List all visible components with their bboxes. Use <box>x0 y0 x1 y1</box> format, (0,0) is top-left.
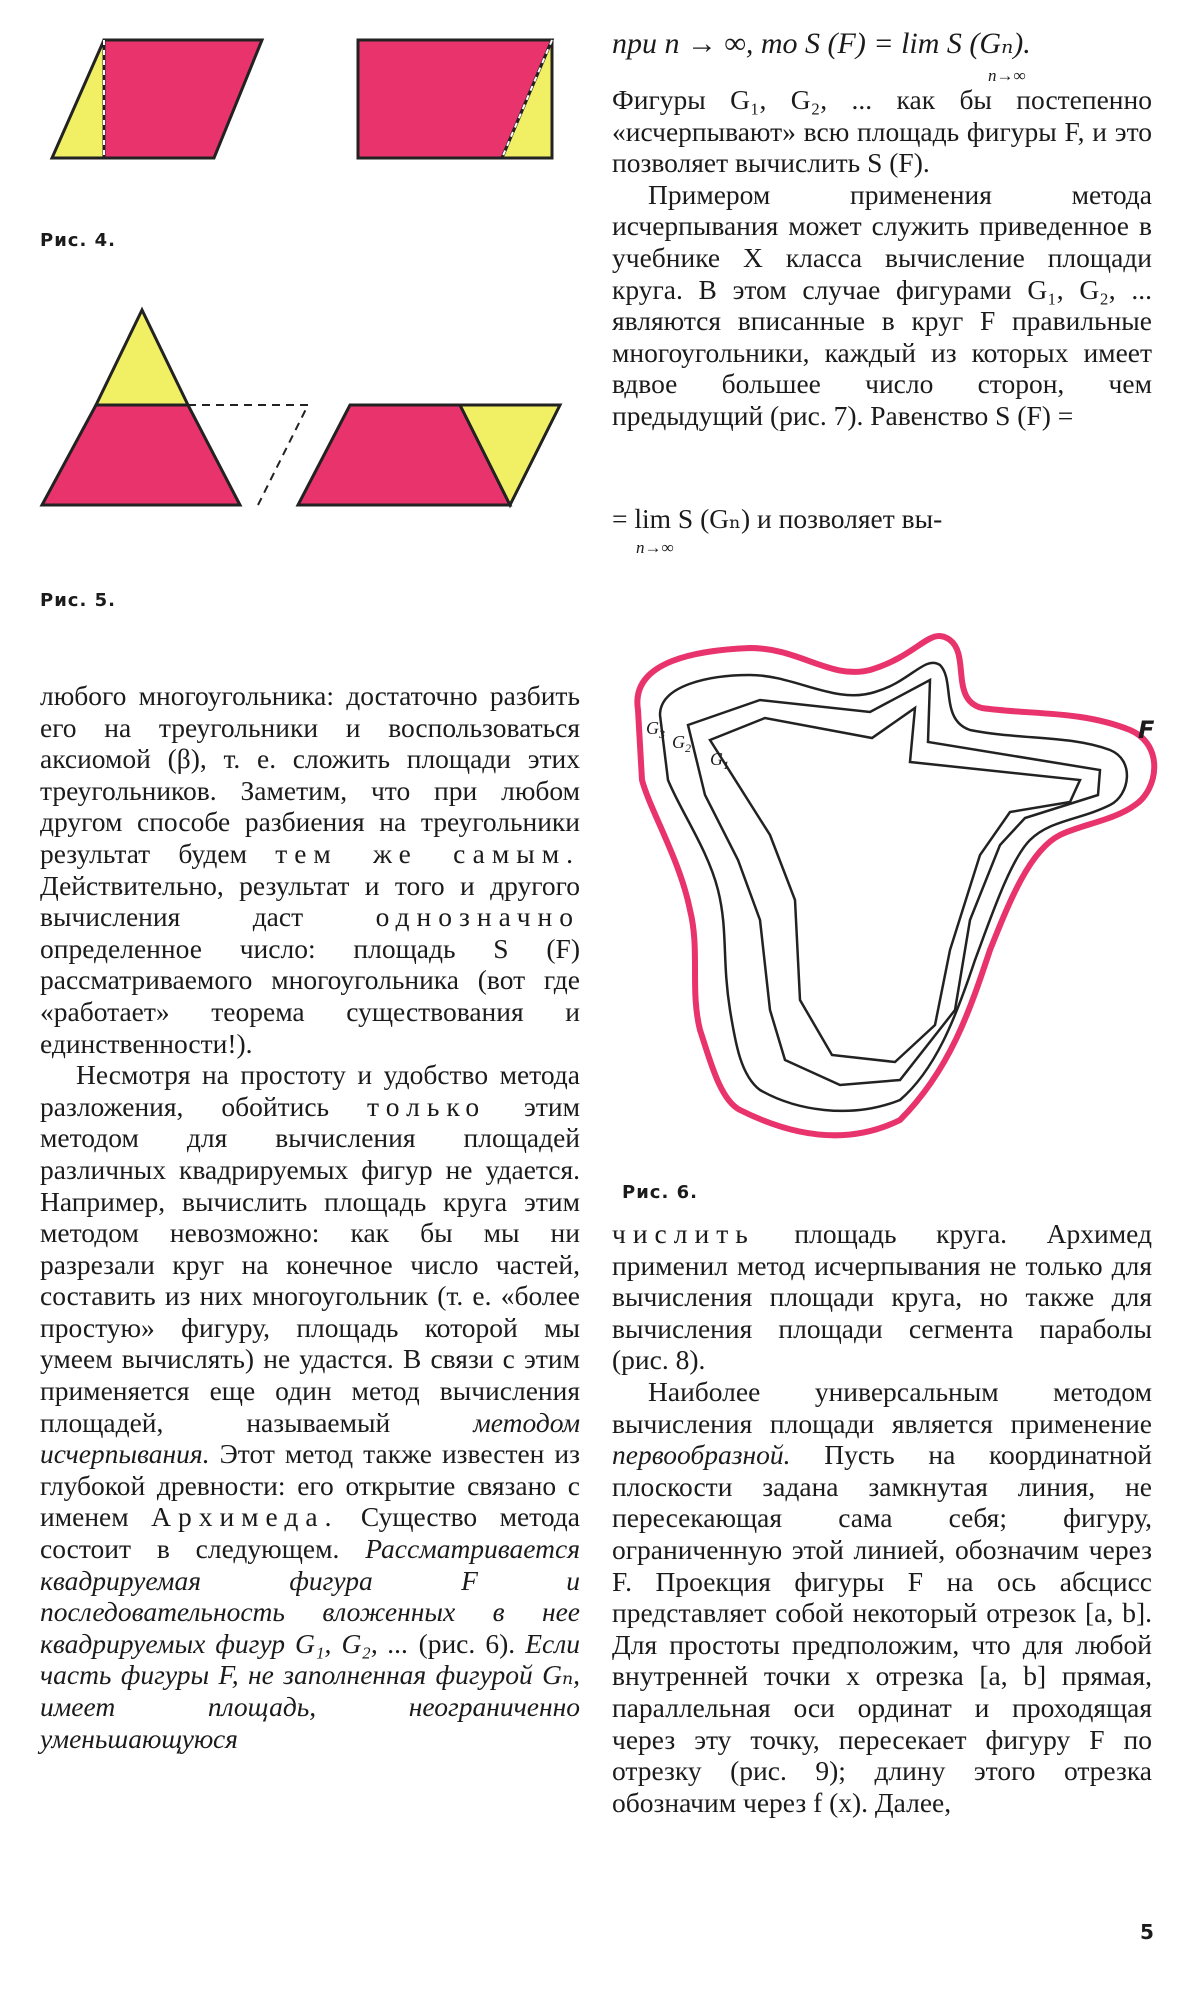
svg-text:G3 <box>646 718 665 741</box>
svg-text:G1 <box>710 749 729 772</box>
limit-formula: при n → ∞, то S (F) = lim S (Gₙ). <box>612 27 1031 60</box>
fig6-label-G3-sub: 3 <box>659 727 665 741</box>
fig5-pink-trapezoid <box>42 405 240 505</box>
fig6-label-F: F <box>1138 716 1155 744</box>
fig6-contour-G2 <box>688 680 1100 1085</box>
fig6-label-G3: G <box>646 718 659 738</box>
fig6-caption: Рис. 6. <box>622 1182 698 1203</box>
fig5-caption: Рис. 5. <box>40 590 116 611</box>
left-column <box>40 680 580 1754</box>
fig4-left-yellow-triangle <box>52 40 104 158</box>
fig5-yellow-top <box>96 310 188 405</box>
fig6-label-G2: G <box>672 732 685 752</box>
fig4-left-pink-part <box>104 40 262 158</box>
fig6-label-G2-sub: 2 <box>685 741 691 755</box>
fig6-label-G1-sub: 1 <box>723 758 729 772</box>
top-right-para2: Примером применения метода исчерпывания может служить приведенное в учебнике X класса вычисление площади круга. В этом случае фигурами G₁, G₂, ... являются вписанные в круг F правильные многоугольники, каждый из которых имеет вдвое большее число сторон, чем предыдущий (рис. 7). Равенство S (F) = <box>612 178 1152 431</box>
limit-formula-2-subscript: n→∞ <box>636 538 674 557</box>
left-para2: Несмотря на простоту и удобство метода разложения, обойтись только этим методом для вычисления площадей различных квадрируемых фигур не удается. Например, вычислить площадь круга этим методом невозможно: как бы мы ни разрезали круг на конечное число частей, составить из них многоугольник (т. е. «более простую» фигуру, площадь которой мы умеем вычислять) не удастся. В связи с этим применяется еще один метод вычисления площадей, называемый методом исчерпывания. Этот метод также известен из глубокой древности: его открытие связано с именем Архимеда. Существо метода состоит в следующем. Рассматривается квадрируемая фигура F и последовательность вложенных в нее квадрируемых фигур G₁, G₂, ... (рис. 6). Если часть фигуры F, не заполненная фигурой Gₙ, имеет площадь, неограниченно уменьшающуюся <box>40 1059 581 1754</box>
fig6-label-G1: G <box>710 749 723 769</box>
fig6-contour-G1 <box>710 708 1080 1062</box>
fig6-contour-G3 <box>660 663 1127 1111</box>
right-column <box>612 1218 1152 1818</box>
limit-formula-subscript: n→∞ <box>988 66 1026 85</box>
right-para1: числить площадь круга. Архимед применил метод исчерпывания не только для вычисления площади круга, но также для вычисления площади сегмента параболы (рис. 8). <box>612 1218 1153 1376</box>
left-para1: любого многоугольника: достаточно разбить его на треугольники и воспользоваться аксиомой (β), т. е. сложить площади этих треугольников. Заметим, что при любом другом способе разбиения на треугольники результат будем тем же самым. Действительно, результат и того и другого вычисления даст однозначно определенное число: площадь S (F) рассматриваемого многоугольника (вот где «работает» теорема существования и единственности!). <box>40 680 581 1059</box>
page-number: 5 <box>1140 1920 1154 1944</box>
top-right-para1: Фигуры G₁, G₂, ... как бы постепенно «исчерпывают» всю площадь фигуры F, и это позволяет вычислить S (F). <box>612 84 1152 179</box>
right-para2: Наиболее универсальным методом вычисления площади является применение первообразной. Пусть на координатной плоскости задана замкнутая линия, не пересекающая сама себя; фигуру, ограниченную этой линией, обозначим через F. Проекция фигуры F на ось абсцисс представляет собой некоторый отрезок [a, b]. Для простоты предположим, что для любой внутренней точки x отрезка [a, b] прямая, параллельная оси ординат и проходящая через эту точку, пересекает фигуру F по отрезку (рис. 9); длину этого отрезка обозначим через f (x). Далее, <box>612 1375 1152 1818</box>
figure-5 <box>30 300 590 520</box>
top-right-text <box>612 84 1152 432</box>
figure-4 <box>40 30 600 170</box>
svg-text:G2 <box>672 732 691 755</box>
fig4-caption: Рис. 4. <box>40 230 116 251</box>
figure-6 <box>610 630 1170 1150</box>
limit-formula-2: = lim S (Gₙ) и позволяет вы- <box>612 503 943 534</box>
